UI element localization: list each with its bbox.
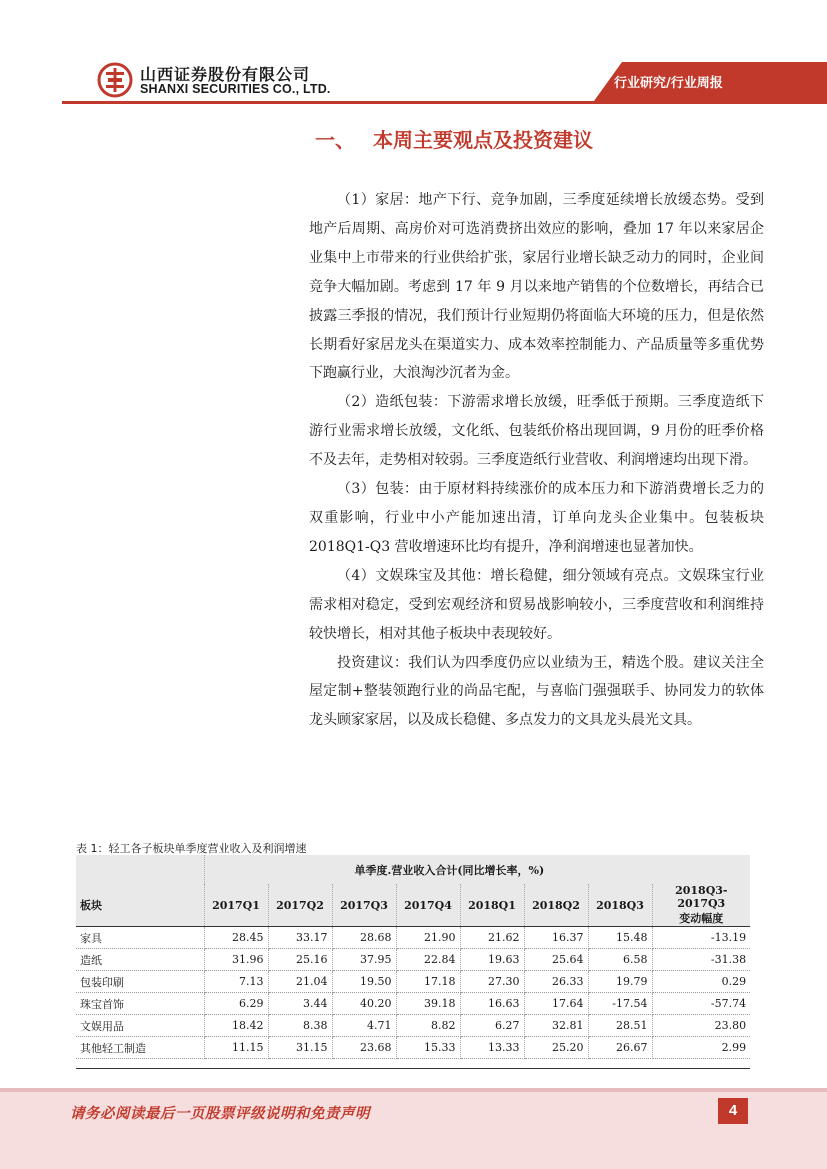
table-bottom-rule: [76, 1068, 750, 1069]
paragraph-packaging: （3）包装：由于原材料持续涨价的成本压力和下游消费增长乏力的双重影响，行业中小产能加速出清，订单向龙头企业集中。包装板块 2018Q1-Q3 营收增速环比均有提升，净利润增速也显著加快。: [309, 481, 764, 555]
row-label: 珠宝首饰: [76, 993, 204, 1015]
row-label: 其他轻工制造: [76, 1037, 204, 1059]
table-cell: 6.29: [204, 993, 268, 1015]
table-corner: [76, 855, 204, 884]
report-type: 行业研究/行业周报: [614, 76, 723, 91]
table-cell: 8.38: [268, 1015, 332, 1037]
table-cell: 3.44: [268, 993, 332, 1015]
table-super-header-row: [76, 855, 750, 884]
table-cell: 4.71: [332, 1015, 396, 1037]
table-row: [76, 949, 750, 971]
table-change-cell: 0.29: [652, 971, 750, 993]
table-row: [76, 927, 750, 949]
paragraph-investment-advice: 投资建议：我们认为四季度仍应以业绩为王，精选个股。建议关注全屋定制+整装领跑行业的尚品宅配，与喜临门强强联手、协同发力的软体龙头顾家家居，以及成长稳健、多点发力的文具龙头晨光文具。: [309, 654, 764, 729]
table-cell: 26.33: [524, 971, 588, 993]
table-cell: 39.18: [396, 993, 460, 1015]
table-cell: 31.96: [204, 949, 268, 971]
table-cell: 13.33: [460, 1037, 524, 1059]
paragraph-furniture: （1）家居：地产下行、竞争加剧，三季度延续增长放缓态势。受到地产后周期、高房价对可选消费挤出效应的影响，叠加 17 年以来家居企业集中上市带来的行业供给扩张，家居行业增长缺乏动力的同时，企业间竞争大幅加剧。考虑到 17 年 9 月以来地产销售的个位数增长，再结合已披露三季报的情况，我们预计行业短期仍将面临大环境的压力，但是依然长期看好家居龙头在渠道实力、成本效率控制能力、产品质量等多重优势下跑赢行业，大浪淘沙沉者为金。: [309, 192, 764, 382]
footer-band: [0, 1088, 827, 1169]
table-change-cell: -13.19: [652, 927, 750, 949]
table-cell: 23.68: [332, 1037, 396, 1059]
table-cell: 6.27: [460, 1015, 524, 1037]
table-cell: 19.50: [332, 971, 396, 993]
row-label: 文娱用品: [76, 1015, 204, 1037]
table-cell: 17.64: [524, 993, 588, 1015]
table-change-header: [652, 884, 750, 927]
table-column-header: 2018Q1: [460, 884, 524, 927]
table-row-header: 板块: [76, 884, 204, 927]
table-super-header: 单季度.营业收入合计(同比增长率，%): [204, 855, 750, 884]
table-cell: 18.42: [204, 1015, 268, 1037]
company-name-cn: 山西证券股份有限公司: [140, 65, 311, 84]
table-cell: 16.37: [524, 927, 588, 949]
table-cell: 22.84: [396, 949, 460, 971]
table-cell: 32.81: [524, 1015, 588, 1037]
table-cell: 27.30: [460, 971, 524, 993]
table-cell: 25.20: [524, 1037, 588, 1059]
footer-disclaimer: 请务必阅读最后一页股票评级说明和免责声明: [70, 1105, 370, 1122]
row-label: 包装印刷: [76, 971, 204, 993]
table-cell: 15.33: [396, 1037, 460, 1059]
table-column-header: 2017Q3: [332, 884, 396, 927]
table-cell: 7.13: [204, 971, 268, 993]
table-cell: 21.62: [460, 927, 524, 949]
table-cell: 28.51: [588, 1015, 652, 1037]
paragraph-paper-packaging: （2）造纸包装：下游需求增长放缓，旺季低于预期。三季度造纸下游行业需求增长放缓，文化纸、包装纸价格出现回调，9 月份的旺季价格不及去年，走势相对较弱。三季度造纸行业营收、利润增速均出现下滑。: [309, 394, 764, 469]
table-cell: 16.63: [460, 993, 524, 1015]
table-cell: 26.67: [588, 1037, 652, 1059]
table-caption: 表 1：轻工各子板块单季度营业收入及利润增速: [76, 842, 307, 855]
row-label: 造纸: [76, 949, 204, 971]
table-cell: -17.54: [588, 993, 652, 1015]
header-divider: [62, 101, 827, 104]
table-cell: 8.82: [396, 1015, 460, 1037]
table-row: [76, 993, 750, 1015]
table-column-header: 2017Q2: [268, 884, 332, 927]
table-cell: 25.16: [268, 949, 332, 971]
table-change-cell: -57.74: [652, 993, 750, 1015]
table-cell: 28.45: [204, 927, 268, 949]
table-cell: 25.64: [524, 949, 588, 971]
page-number: 4: [718, 1098, 748, 1124]
table-cell: 19.63: [460, 949, 524, 971]
table-row: [76, 1037, 750, 1059]
page-header: [0, 0, 827, 110]
table-cell: 21.04: [268, 971, 332, 993]
section-number: 一、: [315, 128, 355, 152]
row-label: 家具: [76, 927, 204, 949]
table-cell: 28.68: [332, 927, 396, 949]
table-cell: 6.58: [588, 949, 652, 971]
table-cell: 37.95: [332, 949, 396, 971]
table-row: [76, 971, 750, 993]
table-cell: 15.48: [588, 927, 652, 949]
table-cell: 33.17: [268, 927, 332, 949]
table-cell: 31.15: [268, 1037, 332, 1059]
company-logo-icon: [97, 62, 133, 98]
table-column-header: 2017Q4: [396, 884, 460, 927]
revenue-growth-table: [76, 855, 750, 1059]
table-cell: 21.90: [396, 927, 460, 949]
section-title: [315, 124, 593, 153]
table-column-header: 2017Q1: [204, 884, 268, 927]
change-header-line1: 2018Q3-2017Q3: [675, 884, 728, 910]
paragraph-entertainment-jewelry: （4）文娱珠宝及其他：增长稳健，细分领域有亮点。文娱珠宝行业需求相对稳定，受到宏观经济和贸易战影响较小，三季度营收和利润维持较快增长，相对其他子板块中表现较好。: [309, 567, 764, 642]
table-cell: 11.15: [204, 1037, 268, 1059]
table-change-cell: -31.38: [652, 949, 750, 971]
table-column-header: 2018Q2: [524, 884, 588, 927]
change-header-line2: 变动幅度: [679, 912, 724, 925]
table-change-cell: 23.80: [652, 1015, 750, 1037]
table-column-header: 2018Q3: [588, 884, 652, 927]
table-change-cell: 2.99: [652, 1037, 750, 1059]
table-header-row: [76, 884, 750, 927]
table-cell: 17.18: [396, 971, 460, 993]
table-cell: 40.20: [332, 993, 396, 1015]
table-cell: 19.79: [588, 971, 652, 993]
company-name-en: SHANXI SECURITIES CO., LTD.: [140, 82, 331, 96]
body-text: [309, 186, 764, 735]
table-row: [76, 1015, 750, 1037]
section-title-text: 本周主要观点及投资建议: [373, 128, 593, 152]
